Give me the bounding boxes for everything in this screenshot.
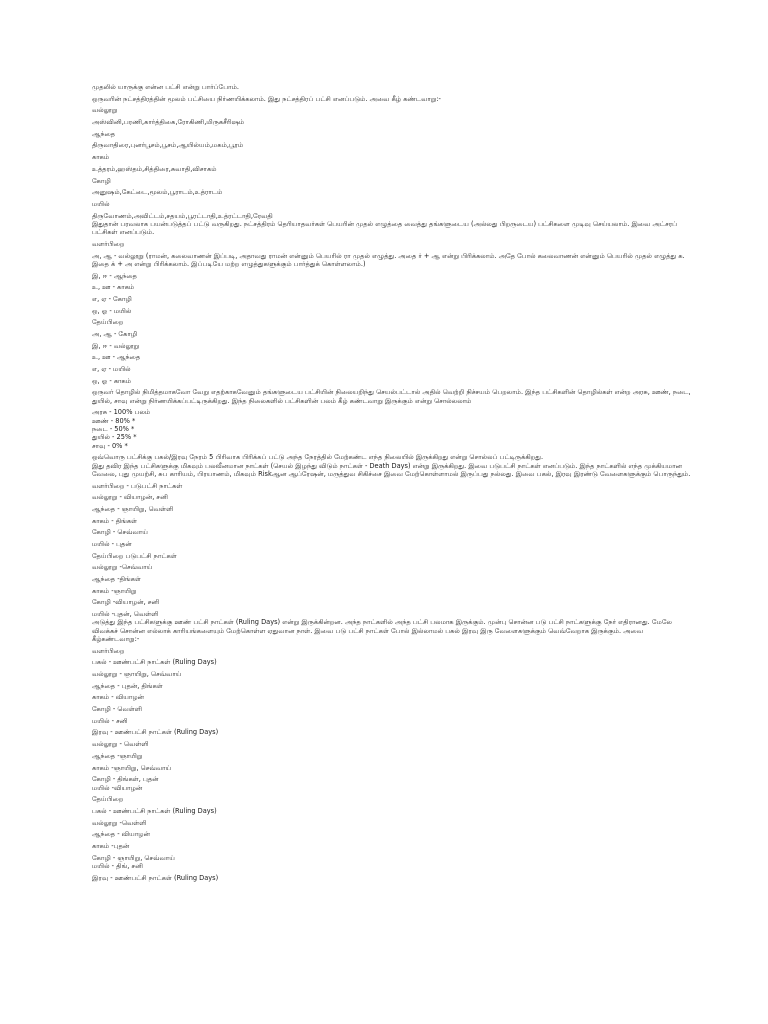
text-line: ஒவ்வொரு பட்சிக்கு பகல்/இரவு நேரம் 5 பிரிவாக பிரிக்கப் பட்டு அந்த நேரத்தில் மேற்கண்ட எந்த நிலையில் இருக்கிறது என்று சொல்லப் பட்டிருக்கிறது. <box>92 453 544 462</box>
text-line: துயில் - 25% * <box>92 433 137 442</box>
text-line: இ, ஈ - ஆந்தை <box>92 271 137 280</box>
text-line: பகல் - ஊண்பட்சி நாட்கள் (Ruling Days) <box>92 658 217 667</box>
text-line: அடுத்து இந்த பட்சிகளுக்கு ஊண் பட்சி நாட்கள் (Ruling Days) என்று இருக்கின்றன. அந்த நாட்களில் அந்த பட்சி பலமாக இருக்கும். முன்பு சொன்ன படு பட்சி நாட்களுக்கு நேர் எதிரானது. மேலே விவக்கச் சொன்ன எல்லாக் காரியங்களையும் மேற்கொள்ள ஏதுவான நாள். இவை படு பட்சி நாட்கள் போல் இல்லாமல் பகல் இரவு இரு வேளைகளுக்கும் வெவ்வேறாக இருக்கும். அவை கீழ்கண்டவாறு:- <box>92 618 672 643</box>
text-line: வல்லூறு -செவ்வாய் <box>92 563 153 572</box>
text-line: எ, ஏ - கோழி <box>92 294 132 303</box>
text-line: உ, ஊ - காகம் <box>92 283 135 292</box>
text-line: சாவு - 0% * <box>92 441 128 450</box>
text-line: ஒ, ஓ - மயில் <box>92 306 132 315</box>
text-line: திருவோணம்,அவிட்டம்,சதயம்,பூரட்டாதி,உத்ரட்டாதி,ரேவதி <box>92 211 273 220</box>
text-line: உத்தரம்,ஹஸ்தம்,சித்திரை,சுவாதி,விசாகம் <box>92 164 217 173</box>
text-line: அனுஷம்,கேட்டை,மூலம்,பூராடம்,உத்ராடம் <box>92 188 223 197</box>
text-line: ஆந்தை - வியாழன் <box>92 830 150 839</box>
text-line: மயில் - புதன் <box>92 539 132 548</box>
text-line: தேய்பிறை படுபட்சி நாட்கள் <box>92 551 177 560</box>
text-line: ஆந்தை - புதன், திங்கள் <box>92 681 163 690</box>
text-line: மயில் - சனி <box>92 716 128 725</box>
text-line: மயில் -புதன், வெள்ளி <box>92 610 159 619</box>
text-line: அரசு - 100% பலம் <box>92 408 151 417</box>
text-line: வளர்பிறை <box>92 239 125 248</box>
text-line: இ, ஈ - வல்லூறு <box>92 341 140 350</box>
text-line: அ, ஆ - வல்லூறு (ராமன், கலைவாணன் இப்படி, அதாவது ராமன் என்னும் பெயரில் ரா முதல் எழுத்து. அதை ர் + ஆ என்று பிரிக்கலாம். அதே போல் கலைவாணன் என்னும் பெயரில் முதல் எழுத்து க. இதை க் + அ என்று பிரிக்கலாம். இப்படியே மற்ற எழுத்துகளுக்கும் பார்த்துக் கொள்ளலாம்.) <box>92 251 685 268</box>
text-line: மயில் - திங், சனி <box>92 861 144 870</box>
text-line: கோழி - செவ்வாய் <box>92 528 148 537</box>
text-line: காகம் - வியாழன் <box>92 693 145 702</box>
text-line: காகம் -ஞாயிறு <box>92 586 137 595</box>
text-line: அ, ஆ - கோழி <box>92 329 138 338</box>
text-line: இதுதான் பரவலாக பயன்படுத்தப் பட்டு வருகிறது. நட்சத்திரம் தெரியாதவர்கள் பெயரின் முதல் எழுத்தை வைத்து தங்களுடைய (அல்லது பிறருடைய) பட்சிகளை முடிவு செய்யலாம். இவை அட்சரப் பட்சிகள் எனப்படும். <box>92 219 678 237</box>
text-line: காகம் <box>92 153 110 162</box>
text-line: கோழி - வெள்ளி <box>92 705 143 714</box>
text-line: முதலில் யாருக்கு என்ன பட்சி என்று பார்ப்போம். <box>92 83 239 91</box>
text-line: ஒருவர் தொழில் நிமித்தமாகவோ வேறு எதற்காகவேனும் தங்களுடைய பட்சியின் நிலையறிந்து செயல்பட்டால் அதில் வெற்றி நிச்சயம் பெறலாம். இந்த பட்சிகளின் தொழில்கள் என்ற அரசு, ஊண், நடை, துயில், சாவு என்று நிர்ணயிக்கப்பட்டிருக்கிறது. இந்த நிலைகளில் பட்சிகளின் பலம் கீழ் கண்டவாறு இருக்கும் என்று சொல்லலாம் <box>92 388 691 405</box>
text-line: வல்லூறு -வெள்ளி <box>92 818 147 827</box>
text-line: ஆந்தை <box>92 129 116 138</box>
text-line: ஆந்தை -ஞாயிறு <box>92 751 143 760</box>
text-line: ஊண் - 80% * <box>92 416 136 425</box>
text-line: ஆந்தை - ஞாயிறு, வெள்ளி <box>92 504 174 513</box>
text-line: ஒ, ஓ - காகம் <box>92 376 132 385</box>
text-line: காகம் -ஞாயிறு, செவ்வாய் <box>92 763 172 772</box>
text-line: நடை - 50% * <box>92 424 135 433</box>
text-line: வல்லூறு - வியாழன், சனி <box>92 493 168 502</box>
text-line: அஸ்வினி,பரணி,கார்த்திகை,ரோகிணி,மிருகசீரிஷம் <box>92 118 245 127</box>
text-line: தேய்பிறை <box>92 795 124 804</box>
text-line: உ, ஊ - ஆந்தை <box>92 353 141 362</box>
text-line: பகல் - ஊண்பட்சி நாட்கள் (Ruling Days) <box>92 806 217 815</box>
text-line: காகம் -புதன் <box>92 841 130 850</box>
text-line: இரவு - ஊண்பட்சி நாட்கள் (Ruling Days) <box>92 728 219 737</box>
text-line: இரவு - ஊண்பட்சி நாட்கள் (Ruling Days) <box>92 873 219 882</box>
text-line: கோழி - ஞாயிறு, செவ்வாய் <box>92 853 175 862</box>
document-body <box>92 83 692 882</box>
text-line: வல்லூறு - வெள்ளி <box>92 740 149 749</box>
text-line: வல்லூறு - ஞாயிறு, செவ்வாய் <box>92 670 182 679</box>
text-line: கோழி -வியாழன், சனி <box>92 598 160 607</box>
text-line: கோழி <box>92 176 111 185</box>
text-line: வளர்பிறை <box>92 646 125 655</box>
text-line: வளர்பிறை - படுபட்சி நாட்கள் <box>92 481 183 490</box>
text-line: மயில் -வியாழன் <box>92 783 143 792</box>
text-line: வல்லூறு <box>92 106 118 115</box>
text-line: மயில் <box>92 199 110 208</box>
text-line: இது தவிர இந்த பட்சிகளுக்கு மிகவும் பலவீனமான நாட்கள் (செயல் இழந்து விடும் நாட்கள் - Death Days) என்று இருக்கிறது. இவை படுபட்சி நாட்கள் எனப்படும். இந்த நாட்களில் எந்த முக்கியமான வேலை, புது முயற்சி, சுப காரியம், பிரயாணம், மிகவும் Riskஆன ஆப்ரேஷன், மருத்துவ சிகிச்சை இவை மேற்கொள்ளாமல் இருப்பது நல்லது. இவை பகல், இரவு இரண்டு வேளைகளுக்கும் பொருந்தும். <box>92 461 691 478</box>
text-line: ஆந்தை -திங்கள் <box>92 575 141 584</box>
text-line: காகம் - திங்கள் <box>92 516 138 525</box>
text-line: தேய்பிறை <box>92 318 124 327</box>
text-line: ஒருவரின் நட்சத்திரத்தின் மூலம் பட்சியை நிர்ணயிக்கலாம். இது நட்சத்திரப் பட்சி எனப்படும். அவை கீழ் கண்டவாறு:- <box>92 94 441 103</box>
text-line: கோழி - திங்கள், புதன் <box>92 775 159 784</box>
text-line: திருவாதிரை,புனர்பூசம்,பூசம்,ஆயில்யம்,மகம்,பூரம் <box>92 141 244 150</box>
text-line: எ, ஏ - மயில் <box>92 365 131 374</box>
